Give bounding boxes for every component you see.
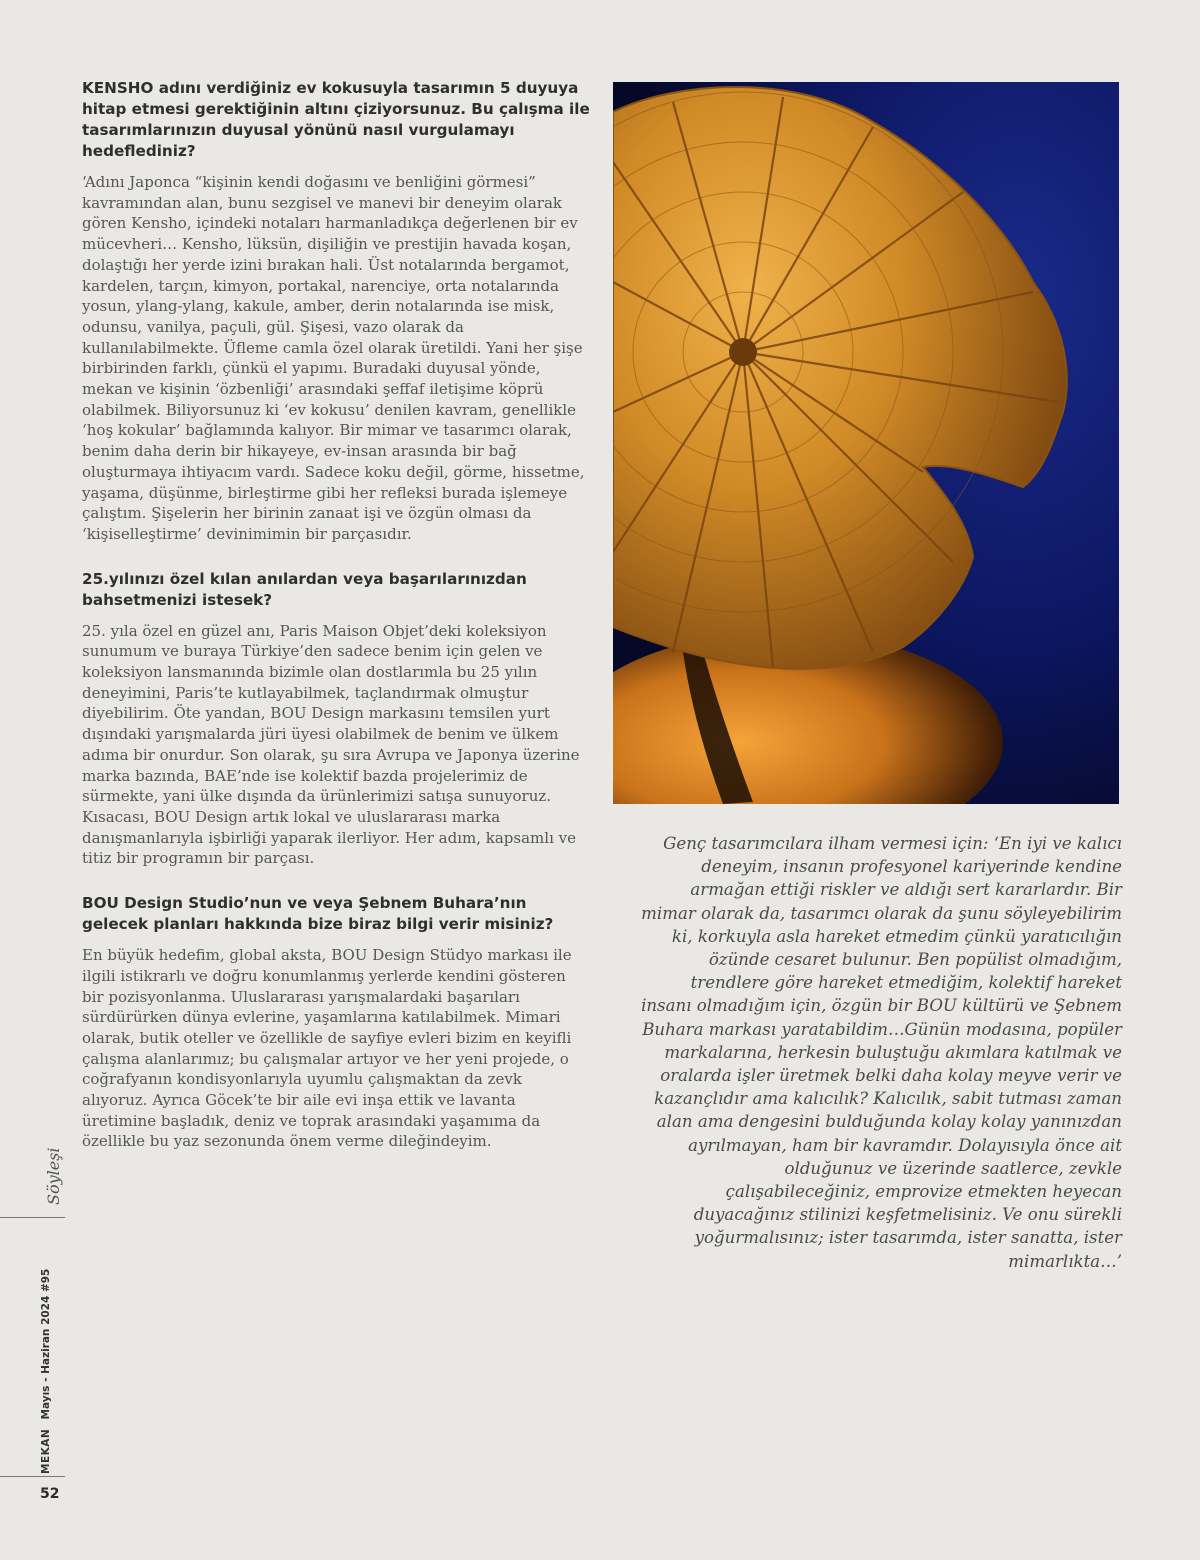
section-label: Söyleşi xyxy=(44,1147,63,1205)
pull-quote: Genç tasarımcılara ilham vermesi için: ‘En iyi ve kalıcı deneyim, insanın profesyonel kariyerinde kendine armağan ettiği riskler ve aldığı sert kararlardır. Bir mimar olarak da, tasarımcı olarak da şunu söyleyebilirim ki, korkuyla asla hareket etmedim çünkü yaratıcılığın özünde cesaret bulunur. Ben popülist olmadığım, trendlere göre hareket etmediğim, kolektif hareket insanı olmadığım için, özgün bir BOU kültürü ve Şebnem Buhara markası yaratabildim…Günün modasına, popüler markalarına, herkesin buluştuğu akımlara katılmak ve oralarda işler üretmek belki daha kolay meyve verir ve kazançlıdır ama kalıcılık? Kalıcılık, sabit tutması zaman alan ama dengesini bulduğunda kolay kolay yanınızdan ayrılmayan, ham bir kavramdır. Dolayısıyla önce ait olduğunuz ve üzerinde saatlerce, zevkle çalışabileceğiniz, emprovize etmekten heyecan duyacağınız stilinizi keşfetmelisiniz. Ve onu sürekli yoğurmalısınız; ister tasarımda, ister sanatta, ister mimarlıkta…’ xyxy=(641,834,1122,1271)
question-1: KENSHO adını verdiğiniz ev kokusuyla tasarımın 5 duyuya hitap etmesi gerektiğinin altını çiziyorsunuz. Bu çalışma ile tasarımlarınızın duyusal yönünü nasıl vurgulamayı hedeflediniz? xyxy=(82,79,590,160)
article-column xyxy=(82,78,592,1176)
answer-2: 25. yıla özel en güzel anı, Paris Maison Objet’deki koleksiyon sunumum ve buraya Türkiye’den sadece benim için gelen ve koleksiyon lansmanında bizimle olan dostlarımla bu 25 yılın deneyimini, Paris’te kutlayabilmek, taçlandırmak olmuştur diyebilirim. Öte yandan, BOU Design markasını temsilen yurt dışındaki yarışmalarda jüri üyesi olabilmek de benim ve ülkem adıma bir onurdur. Son olarak, şu sıra Avrupa ve Japonya üzerine marka bazında, BAE’nde ise kolektif bazda projelerimiz de sürmekte, yani ülke dışında da ürünlerimizi satışa sunuyoruz. Kısacası, BOU Design artık lokal ve uluslararası marka danışmanlarıyla işbirliği yaparak ilerliyor. Her adım, kapsamlı ve titiz bir programın bir parçası. xyxy=(82,621,580,868)
answer-3: En büyük hedefim, global aksta, BOU Design Stüdyo markası ile ilgili istikrarlı ve doğru konumlanmış yerlerde kendini gösteren bir pozisyonlanma. Uluslararası yarışmalardaki başarıları sürdürürken dünya evlerine, yaşamlarına katılabilmek. Mimari olarak, butik oteller ve özellikle de sayfiye evleri bizim en keyifli çalışma alanlarımız; bu çalışmalar artıyor ve her yeni projede, o coğrafyanın kondisyonlarıyla uyumlu çalışmaktan da zevk alıyoruz. Ayrıca Göcek’te bir aile evi inşa ettik ve lavanta üretimine başladık, deniz ve toprak arasındaki yaşamıma da özellikle bu yaz sezonunda önem verme dileğindeyim. xyxy=(82,946,572,1151)
question-3: BOU Design Studio’nun ve veya Şebnem Buhara’nın gelecek planları hakkında bize biraz bilgi verir misiniz? xyxy=(82,894,554,934)
page-number: 52 xyxy=(40,1486,60,1502)
masthead xyxy=(40,1269,52,1474)
footer-divider xyxy=(0,1476,65,1477)
question-2: 25.yılınızı özel kılan anılardan veya başarılarınızdan bahsetmenizi istesek? xyxy=(82,569,527,609)
issue-info: Mayıs - Haziran 2024 #95 xyxy=(40,1268,52,1420)
magazine-brand: MEKAN xyxy=(40,1428,52,1474)
answer-1: ‘Adını Japonca “kişinin kendi doğasını ve benliğini görmesi” kavramından alan, bunu sezgisel ve manevi bir deneyim olarak gören Kensho, içindeki notaları harmanladıkça değerlenen bir ev mücevheri… Kensho, lüksün, dişiliğin ve prestijin havada koşan, dolaştığı her yerde izini bırakan hali. Üst notalarında bergamot, kardelen, tarçın, kimyon, portakal, narenciye, orta notalarında yosun, ylang-ylang, kakule, amber, derin notalarında ise misk, odunsu, vanilya, paçuli, gül. Şişesi, vazo olarak da kullanılabilmekte. Üfleme camla özel olarak üretildi. Yani her şişe birbirinden farklı, çünkü el yapımı. Buradaki duyusal yönde, mekan ve kişinin ‘özbenliği’ arasındaki şeffaf iletişime köprü olabilmek. Biliyorsunuz ki ‘ev kokusu’ denilen kavram, genellikle ‘hoş kokular’ bağlamında kalıyor. Bir mimar ve tasarımcı olarak, benim daha derin bir hikayeye, ev-insan arasında bir bağ oluşturmaya ihtiyacım vardı. Sadece koku değil, görme, hissetme, yaşama, düşünme, birleştirme gibi her refleksi burada işlemeye çalıştım. Şişelerin her birinin zanaat işi ve özgün olması da ‘kişiselleştirme’ devinimimin bir parçasıdır. xyxy=(82,173,585,543)
section-divider xyxy=(0,1217,65,1218)
golden-leaf-photo xyxy=(613,82,1119,804)
